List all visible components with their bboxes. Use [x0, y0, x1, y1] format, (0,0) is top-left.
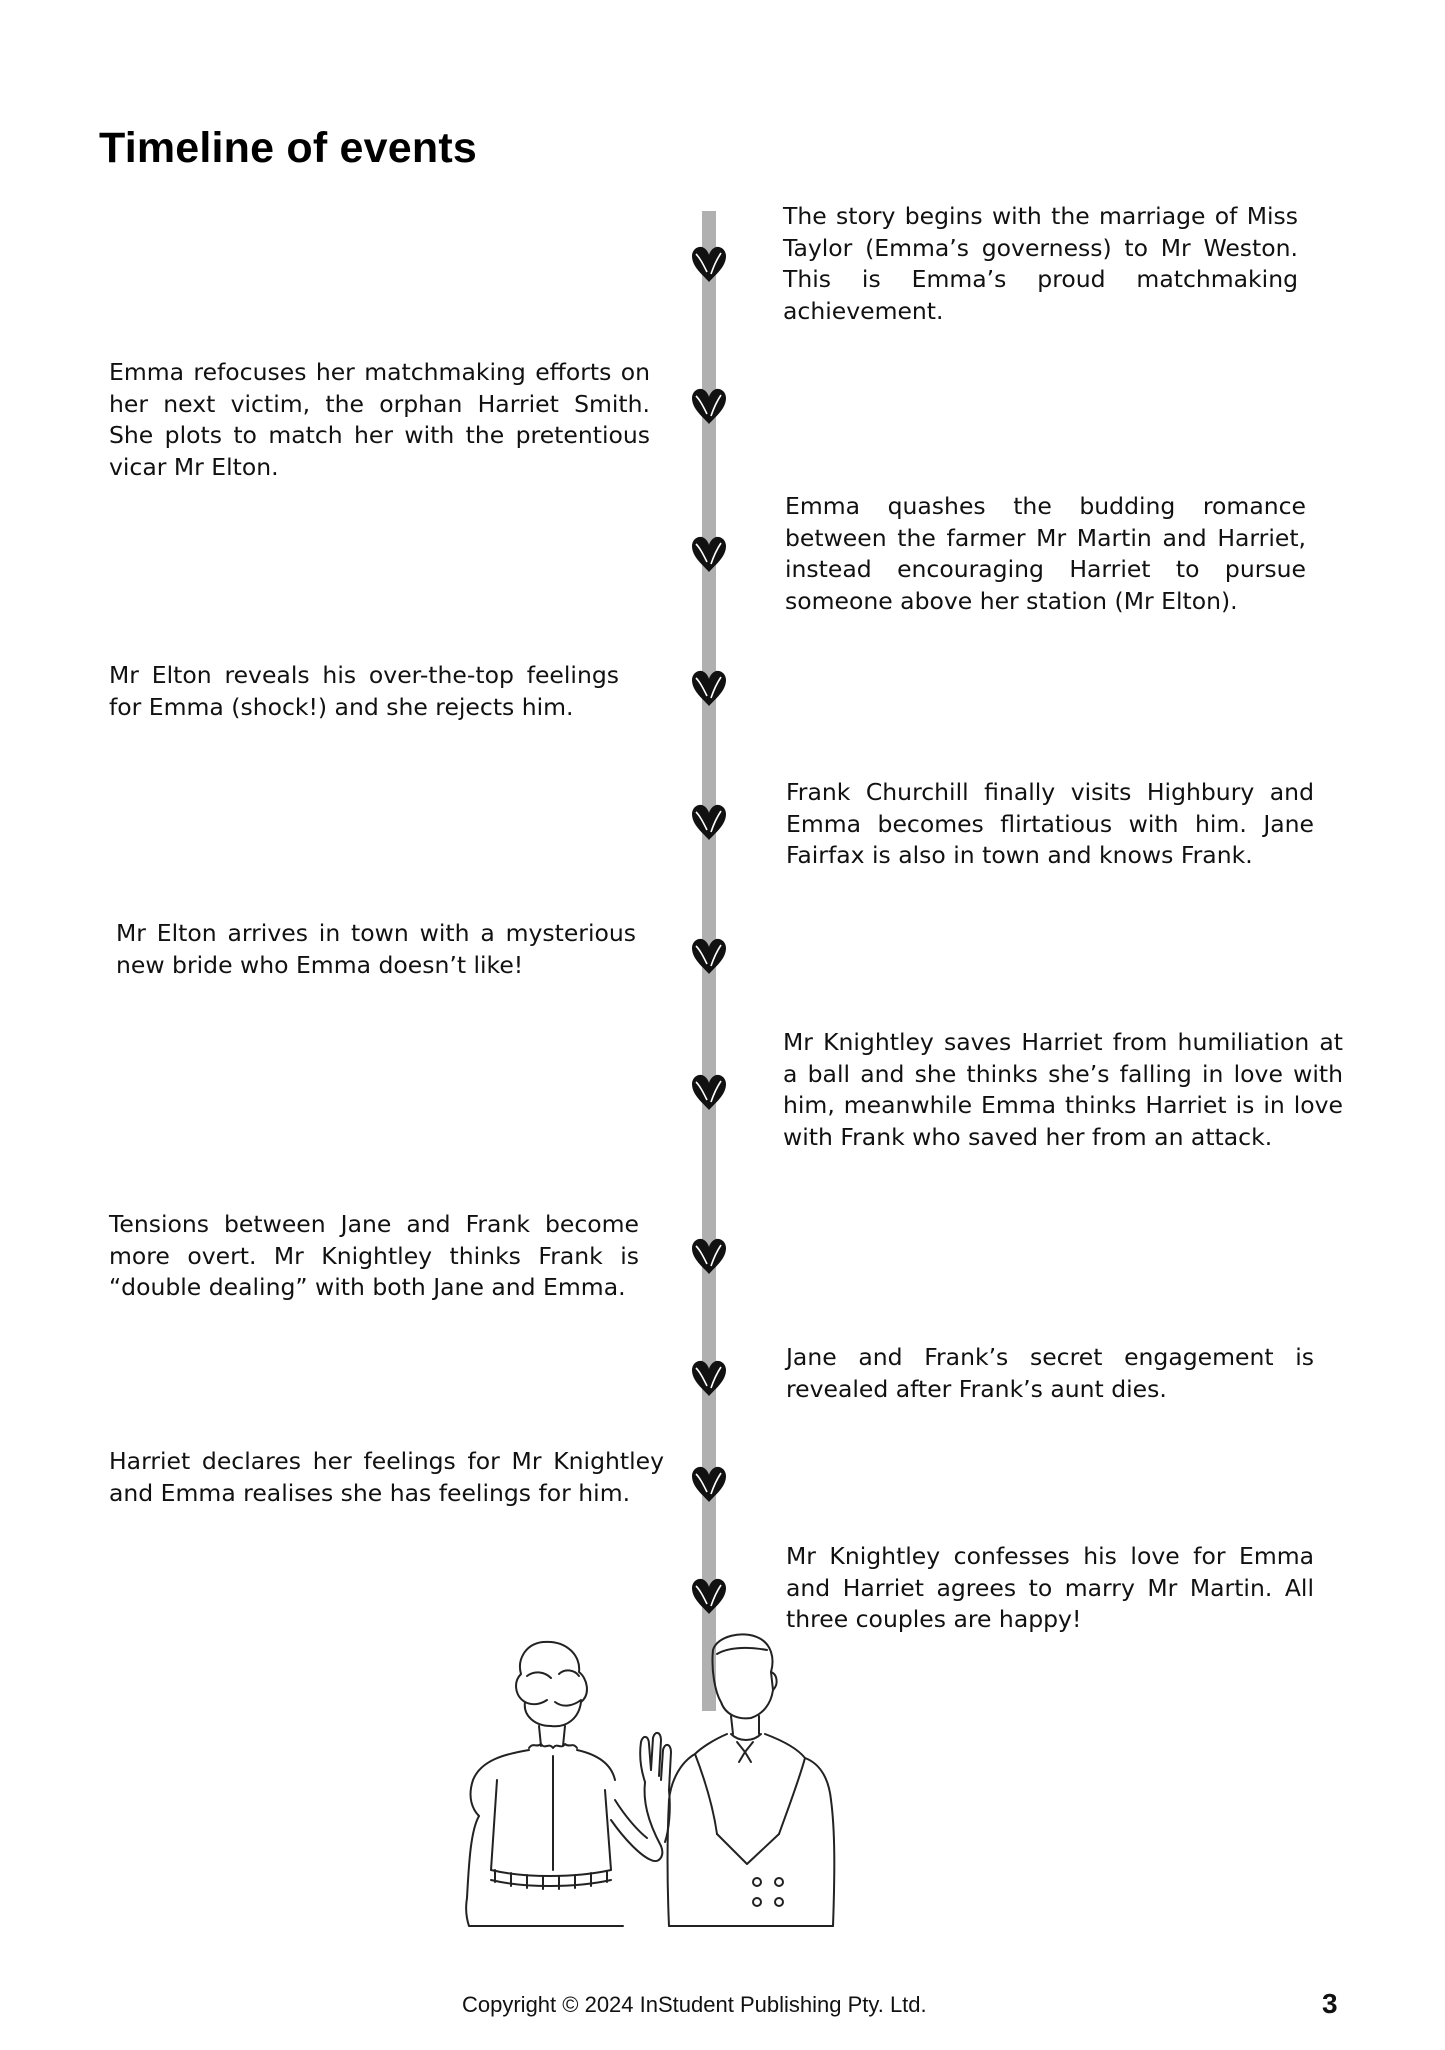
heart-icon — [688, 1070, 730, 1114]
copyright-footer: Copyright © 2024 InStudent Publishing Pty. Ltd. — [462, 1992, 927, 2017]
timeline-event: Emma refocuses her matchmaking efforts on her next victim, the orphan Harriet Smith. She plots to match her with the pretentious vicar Mr Elton. — [109, 358, 650, 481]
heart-icon — [688, 1356, 730, 1400]
timeline-event: Tensions between Jane and Frank become more overt. Mr Knightley thinks Frank is “double dealing” with both Jane and Emma. — [109, 1210, 639, 1301]
heart-icon — [688, 1462, 730, 1506]
heart-icon — [688, 934, 730, 978]
timeline-event: Harriet declares her feelings for Mr Knightley and Emma realises she has feelings for him. — [109, 1447, 664, 1507]
timeline-event: Mr Knightley saves Harriet from humiliation at a ball and she thinks she’s falling in love with him, meanwhile Emma thinks Harriet is in love with Frank who saved her from an attack. — [783, 1028, 1343, 1151]
page-number: 3 — [1322, 1988, 1338, 2019]
heart-icon — [688, 800, 730, 844]
timeline-event: Emma quashes the budding romance between the farmer Mr Martin and Harriet, instead encouraging Harriet to pursue someone above her station (Mr Elton). — [785, 492, 1306, 615]
timeline-event: Mr Knightley confesses his love for Emma and Harriet agrees to marry Mr Martin. All three couples are happy! — [786, 1542, 1314, 1633]
heart-icon — [688, 1234, 730, 1278]
timeline-event: Jane and Frank’s secret engagement is revealed after Frank’s aunt dies. — [786, 1343, 1314, 1403]
heart-icon — [688, 666, 730, 710]
heart-icon — [688, 1574, 730, 1618]
heart-icon — [688, 532, 730, 576]
heart-icon — [688, 242, 730, 286]
timeline-event: Mr Elton reveals his over-the-top feelings for Emma (shock!) and she rejects him. — [109, 661, 619, 721]
page-title: Timeline of events — [99, 124, 477, 172]
heart-icon — [688, 384, 730, 428]
regency-couple-illustration — [455, 1630, 875, 1930]
timeline-event: Mr Elton arrives in town with a mysterious new bride who Emma doesn’t like! — [116, 919, 636, 979]
timeline-event: Frank Churchill finally visits Highbury and Emma becomes flirtatious with him. Jane Fairfax is also in town and knows Frank. — [786, 778, 1314, 869]
timeline-event: The story begins with the marriage of Miss Taylor (Emma’s governess) to Mr Weston. This is Emma’s proud matchmaking achievement. — [783, 202, 1298, 325]
